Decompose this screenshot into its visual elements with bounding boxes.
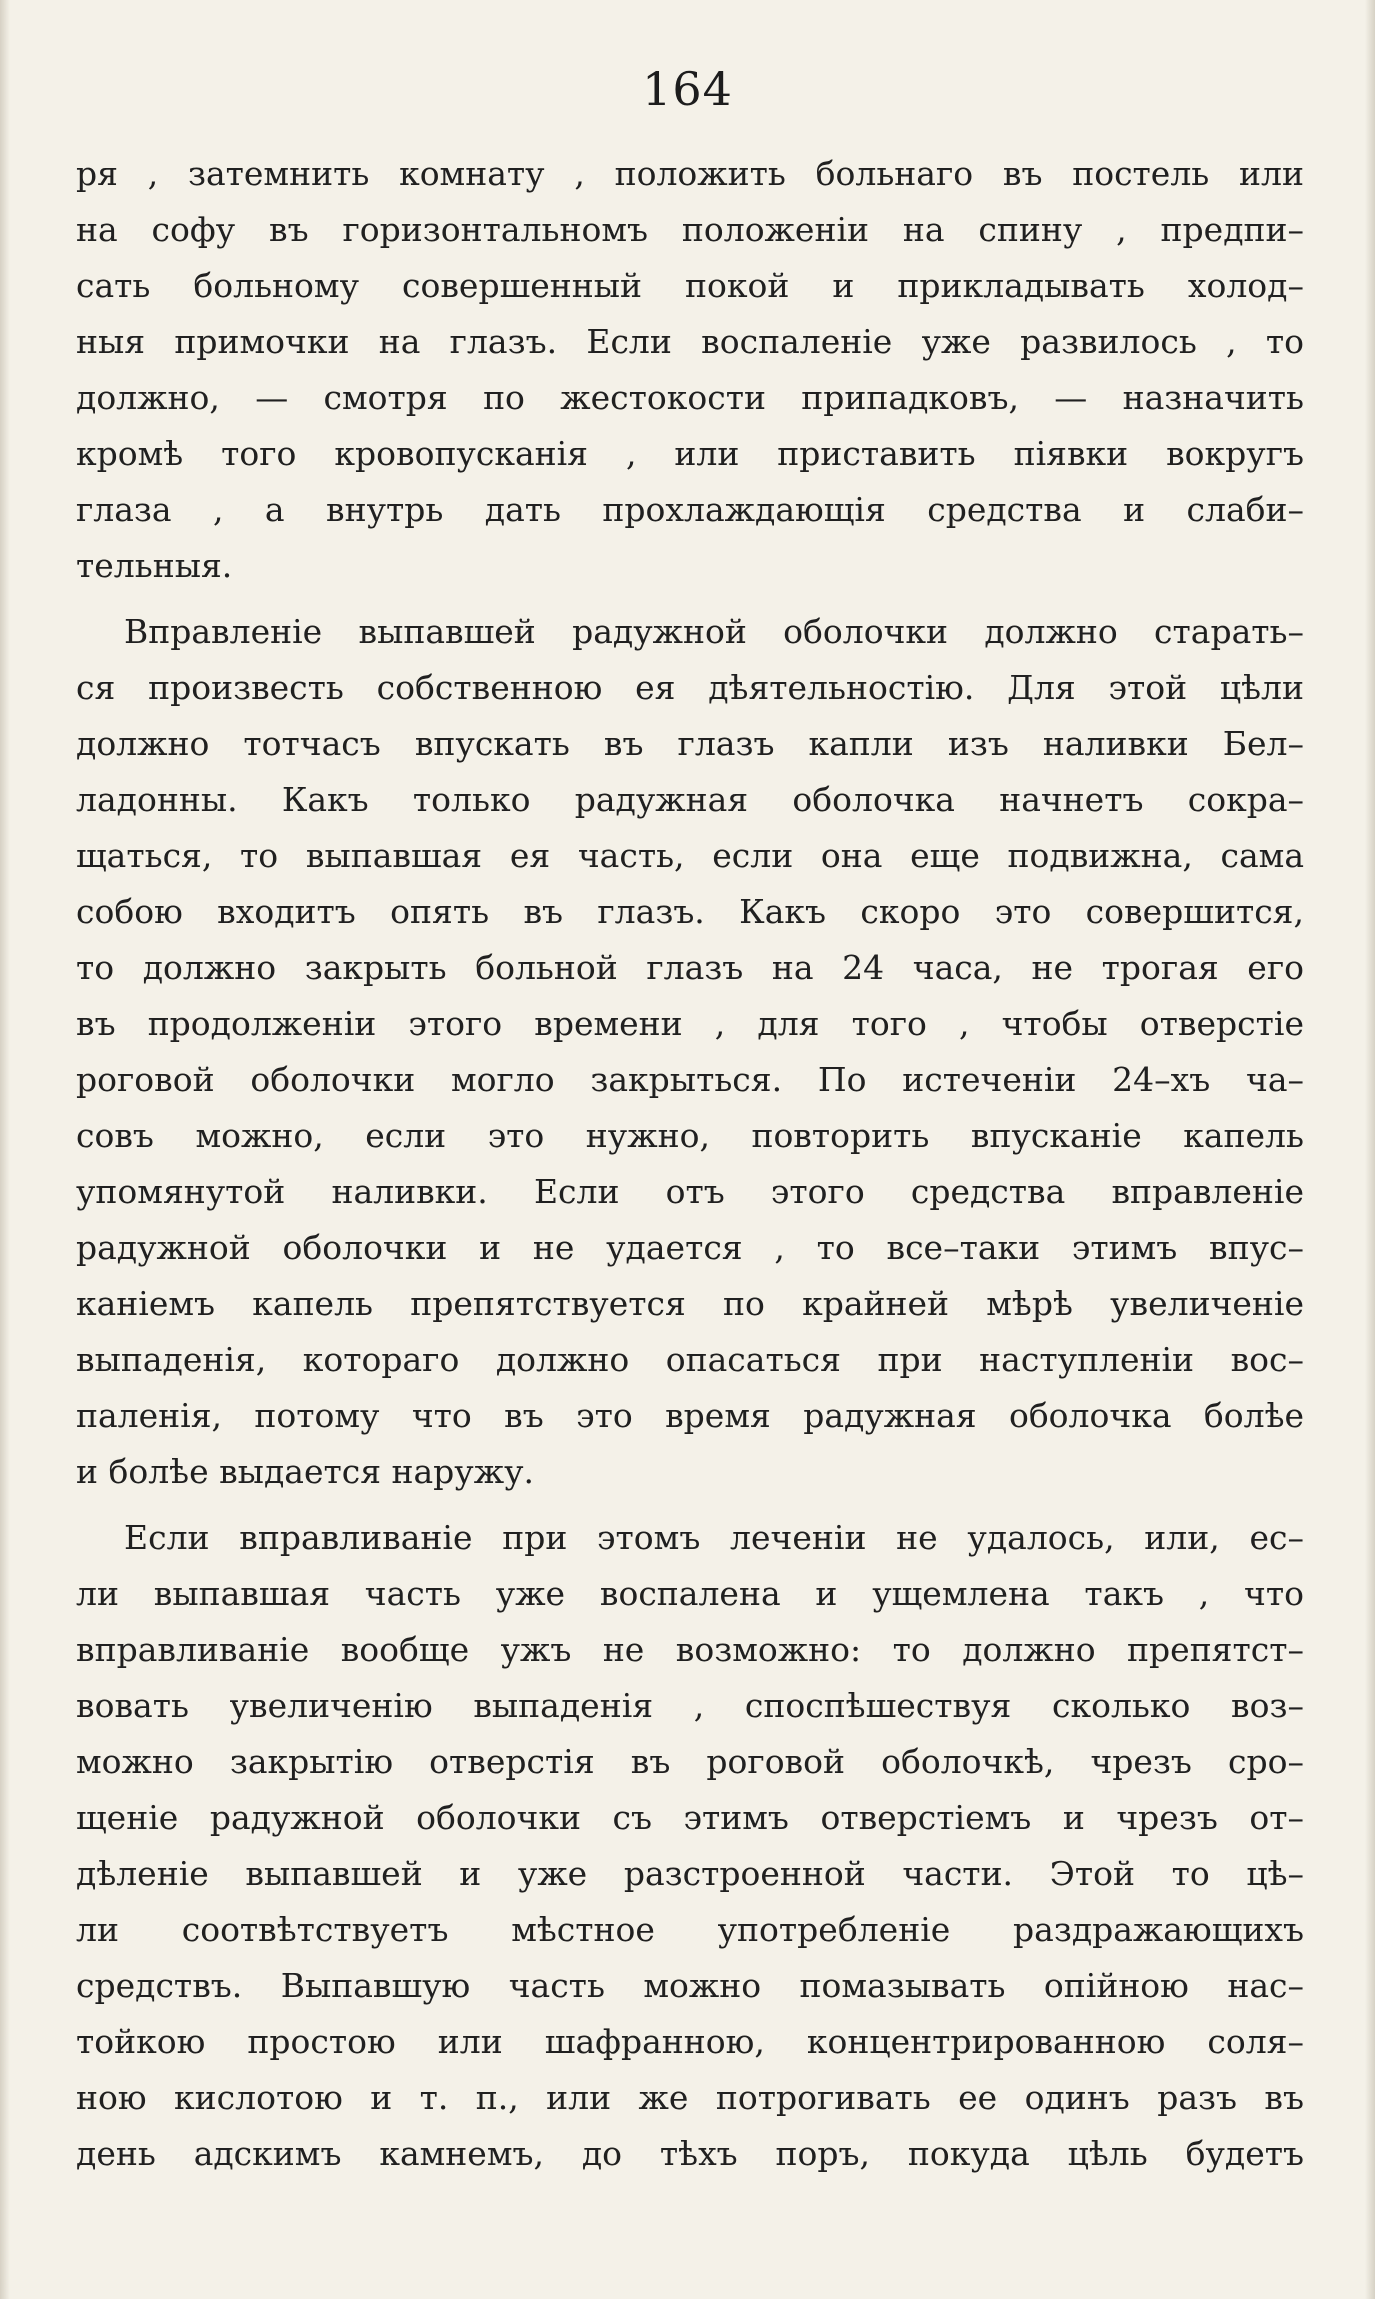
text-line: вовать увеличенію выпаденія , споспѣшествуя сколько воз– — [76, 1686, 1304, 1725]
text-line: собою входитъ опять въ глазъ. Какъ скоро это совершится, — [76, 892, 1304, 931]
text-line: ною кислотою и т. п., или же потрогивать ее одинъ разъ въ — [76, 2078, 1304, 2117]
text-line: тойкою простою или шафранною, концентрированною соля– — [76, 2022, 1304, 2061]
text-line: выпаденія, котораго должно опасаться при наступленіи вос– — [76, 1340, 1304, 1379]
text-line: кромѣ того кровопусканія , или приставить піявки вокругъ — [76, 434, 1304, 473]
text-line: день адскимъ камнемъ, до тѣхъ поръ, покуда цѣль будетъ — [76, 2134, 1304, 2173]
text-line: глаза , а внутрь дать прохлаждающія средства и слаби– — [76, 490, 1304, 529]
text-line: ря , затемнить комнату , положить больнаго въ постель или — [76, 154, 1304, 193]
text-line: щеніе радужной оболочки съ этимъ отверстіемъ и чрезъ от– — [76, 1798, 1304, 1837]
page-edge-right — [1365, 0, 1375, 2299]
text-line: на софу въ горизонтальномъ положеніи на спину , предпи– — [76, 210, 1304, 249]
text-line: средствъ. Выпавшую часть можно помазывать опійною нас– — [76, 1966, 1304, 2005]
text-line: ли выпавшая часть уже воспалена и ущемлена такъ , что — [76, 1574, 1304, 1613]
text-line: должно, — смотря по жестокости припадковъ, — назначить — [76, 378, 1304, 417]
text-line: Вправленіе выпавшей радужной оболочки должно старать– — [124, 612, 1304, 651]
text-line: въ продолженіи этого времени , для того , чтобы отверстіе — [76, 1004, 1304, 1043]
body-text — [76, 146, 1304, 2192]
text-line: ли соотвѣтствуетъ мѣстное употребленіе раздражающихъ — [76, 1910, 1304, 1949]
text-line: дѣленіе выпавшей и уже разстроенной части. Этой то цѣ– — [76, 1854, 1304, 1893]
text-line: тельныя. — [76, 546, 233, 585]
text-line: радужной оболочки и не удается , то все–таки этимъ впус– — [76, 1228, 1304, 1267]
text-line: то должно закрыть больной глазъ на 24 часа, не трогая его — [76, 948, 1304, 987]
text-line: вправливаніе вообще ужъ не возможно: то должно препятст– — [76, 1630, 1304, 1669]
paragraph-1 — [76, 146, 1304, 594]
text-line: должно тотчасъ впускать въ глазъ капли изъ наливки Бел– — [76, 724, 1304, 763]
text-line: совъ можно, если это нужно, повторить впусканіе капель — [76, 1116, 1304, 1155]
page-edge-left — [0, 0, 10, 2299]
text-line: каніемъ капель препятствуется по крайней мѣрѣ увеличеніе — [76, 1284, 1304, 1323]
text-line: щаться, то выпавшая ея часть, если она еще подвижна, сама — [76, 836, 1304, 875]
text-line: Если вправливаніе при этомъ леченіи не удалось, или, ес– — [124, 1518, 1304, 1557]
text-line: упомянутой наливки. Если отъ этого средства вправленіе — [76, 1172, 1304, 1211]
text-line: роговой оболочки могло закрыться. По истеченіи 24–хъ ча– — [76, 1060, 1304, 1099]
text-line: и болѣе выдается наружу. — [76, 1452, 534, 1491]
paragraph-2 — [76, 604, 1304, 1500]
text-line: ныя примочки на глазъ. Если воспаленіе уже развилось , то — [76, 322, 1304, 361]
text-line: ладонны. Какъ только радужная оболочка начнетъ сокра– — [76, 780, 1304, 819]
text-line: паленія, потому что въ это время радужная оболочка болѣе — [76, 1396, 1304, 1435]
text-line: можно закрытію отверстія въ роговой оболочкѣ, чрезъ сро– — [76, 1742, 1304, 1781]
paragraph-3 — [76, 1510, 1304, 2182]
page-number: 164 — [642, 62, 733, 116]
text-line: сать больному совершенный покой и прикладывать холод– — [76, 266, 1304, 305]
text-line: ся произвесть собственною ея дѣятельностію. Для этой цѣли — [76, 668, 1304, 707]
